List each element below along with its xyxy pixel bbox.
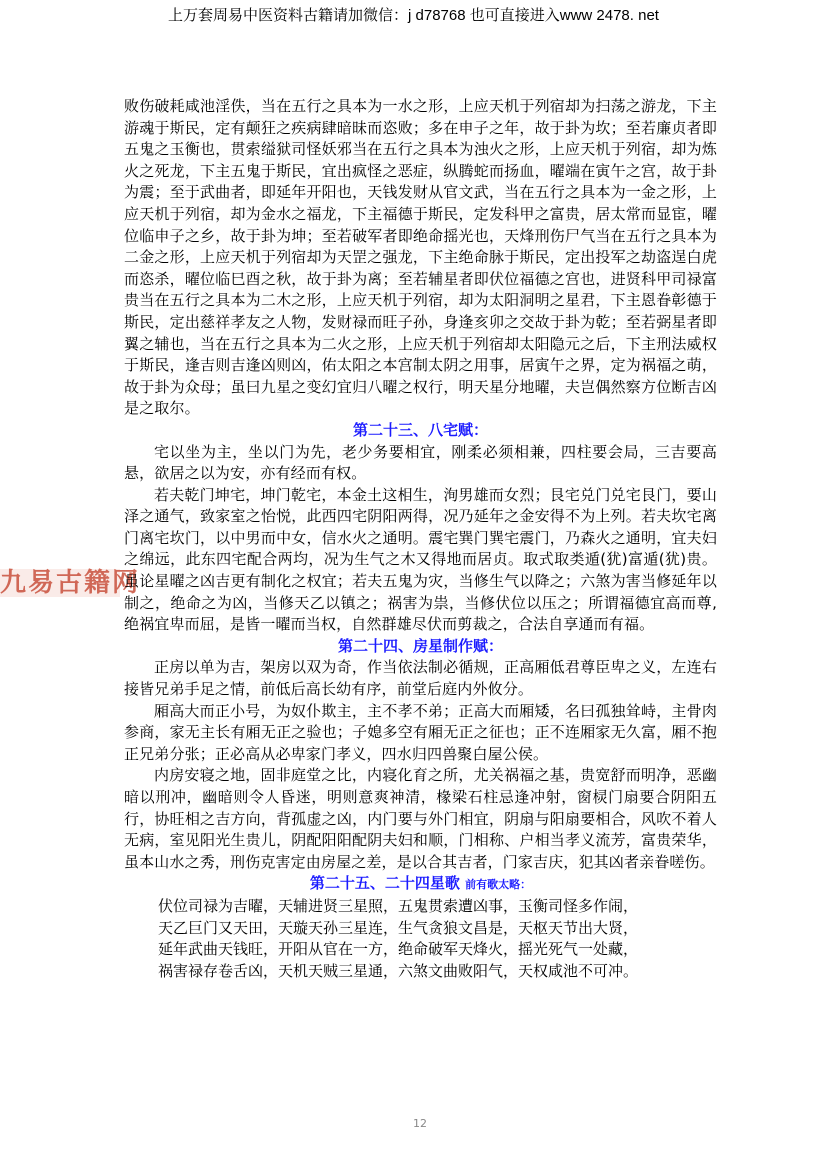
verse-line: 祸害禄存卷舌凶，天机天贼三星通，六煞文曲败阳气，天权咸池不可冲。 bbox=[158, 961, 639, 980]
verse-line: 延年武曲天钱旺，开阳从官在一方，绝命破军天烽火，摇光死气一处藏， bbox=[158, 940, 639, 959]
paragraph: 内房安寝之地，固非庭堂之比，内寝化育之所，尤关祸福之基，贵宽舒而明净，恶幽暗以刑冲，幽暗则令人昏迷，明则意爽神清，椽梁石柱忌逢冲射，窗棂门扇要合阴阳五行，协旺相之吉方向，背孤虚之凶，内门要与外门相宜，阴扇与阳扇要相合，风吹不着人无病，室见阳光生贵儿，阴配阳阳配阴夫妇和顺，门相称、户相当孝义流芳，富贵荣华，虽本山水之秀，刑伤克害定由房屋之差，是以合其吉者，门家吉庆，犯其凶者亲眷嗟伤。 bbox=[124, 766, 717, 871]
section-heading: 第二十四、房星制作赋： bbox=[337, 636, 503, 655]
paragraph: 败伤破耗咸池淫佚，当在五行之具本为一水之形，上应天机于列宿却为扫荡之游龙，下主游魂于斯民，定有颠狂之疾病肆暗昧而恣败；多在申子之年，故于卦为坎；至若廉贞者即五鬼之玉衡也，贯索缢狱司怪妖邪当在五行之具本为浊火之形，上应天机于列宿，却为炼火之死龙，下主五鬼于斯民，宜出疯怪之恶症，纵腾蛇而扬血，曜端在寅午之宫，故于卦为震；至于武曲者，即延年开阳也，天钱发财从官文武，当在五行之具本为一金之形，上应天机于列宿，却为金水之福龙，下主福德于斯民，定发科甲之富贵，居太常而显宦，曜位临申子之乡，故于卦为坤；至若破军者即绝命摇光也，天烽刑伤尸气当在五行之具本为二金之形，上应天机于列宿却为天罡之强龙，下主绝命脉于斯民，定出投军之劫盗逞白虎而恣杀，曜位临巳酉之秋，故于卦为离；至若辅星者即伏位福德之宫也，进贤科甲司禄富贵当在五行之具本为二木之形，上应天机于列宿，却为太阳洞明之星君，下主恩眷彰德于斯民，定出慈祥孝友之人物，发财禄而旺子孙，身逢亥卯之交故于卦为乾；至若弼星者即翼之辅也，当在五行之具本为二火之形，上应天机于列宿却太阳隐元之后，下主刑法威权于斯民，逢吉则吉逢凶则凶，佑太阳之本宫制太阴之用事，居寅午之界，定为祸福之萌，故于卦为众母；虽曰九星之变幻宜归八曜之权行，明天星分地曜，夫岂偶然察方位断吉凶是之取尔。 bbox=[124, 97, 717, 418]
paragraph: 若夫乾门坤宅，坤门乾宅，本金土这相生，洵男雄而女烈；艮宅兑门兑宅艮门，要山泽之通气，致家室之怡悦，此西四宅阴阳两得，况乃延年之金安得不为上列。若夫坎宅离门离宅坎门，以中男而中女，信水火之通明。震宅巽门巽宅震门，乃森火之通明，宜夫妇之绵远，此东四宅配合两均，况为生气之木又得地而居贞。取式取类遁(犹)富遁(犹)贵。虽论星曜之凶吉更有制化之权宜；若夫五鬼为灾，当修生气以降之；六煞为害当修延年以制之，绝命之为凶，当修天乙以镇之；祸害为祟，当修伏位以压之；所谓福德宜高而尊,绝祸宜卑而屈，是皆一曜而当权，自然群雄尽伏而剪裁之，合法自享通而有福。 bbox=[124, 485, 717, 634]
page-header: 上万套周易中医资料古籍请加微信：j d78768 也可直接进入www 2478. net bbox=[168, 7, 659, 24]
document-body bbox=[124, 96, 717, 982]
section-heading bbox=[124, 873, 717, 896]
section-heading-note: 前有歌太略： bbox=[465, 878, 532, 892]
watermark-text: 九易古籍网 bbox=[0, 568, 141, 598]
verse-line: 天乙巨门又天田，天璇天孙三星连，生气贪狼文昌是，天枢天节出大贤， bbox=[158, 918, 639, 937]
verse-line: 伏位司禄为吉曜，天辅进贤三星照，五鬼贯索遭凶事，玉衡司怪多作闹， bbox=[158, 896, 639, 915]
paragraph: 宅以坐为主，坐以门为先，老少务要相宜，刚柔必须相兼，四柱要会局，三吉要高悬，欲居之以为安，亦有经而有权。 bbox=[124, 442, 717, 483]
paragraph: 厢高大而正小号，为奴仆欺主，主不孝不弟；正高大而厢矮，名曰孤独耸峙，主骨肉参商，家无主长有厢无正之验也；子媳多空有厢无正之征也；正不连厢家无久富，厢不抱正兄弟分张；正必高从必卑家门孝义，四水归四兽聚白屋公侯。 bbox=[124, 701, 717, 763]
section-heading-text: 第二十五、二十四星歌 bbox=[309, 874, 460, 893]
paragraph: 正房以单为吉，架房以双为奇，作当依法制必循规，正高厢低君尊臣卑之义，左连右接皆兄弟手足之情，前低后高长幼有序，前堂后庭内外攸分。 bbox=[124, 658, 717, 699]
section-heading: 第二十三、八宅赋： bbox=[352, 420, 488, 439]
page-number: 12 bbox=[413, 1117, 427, 1130]
